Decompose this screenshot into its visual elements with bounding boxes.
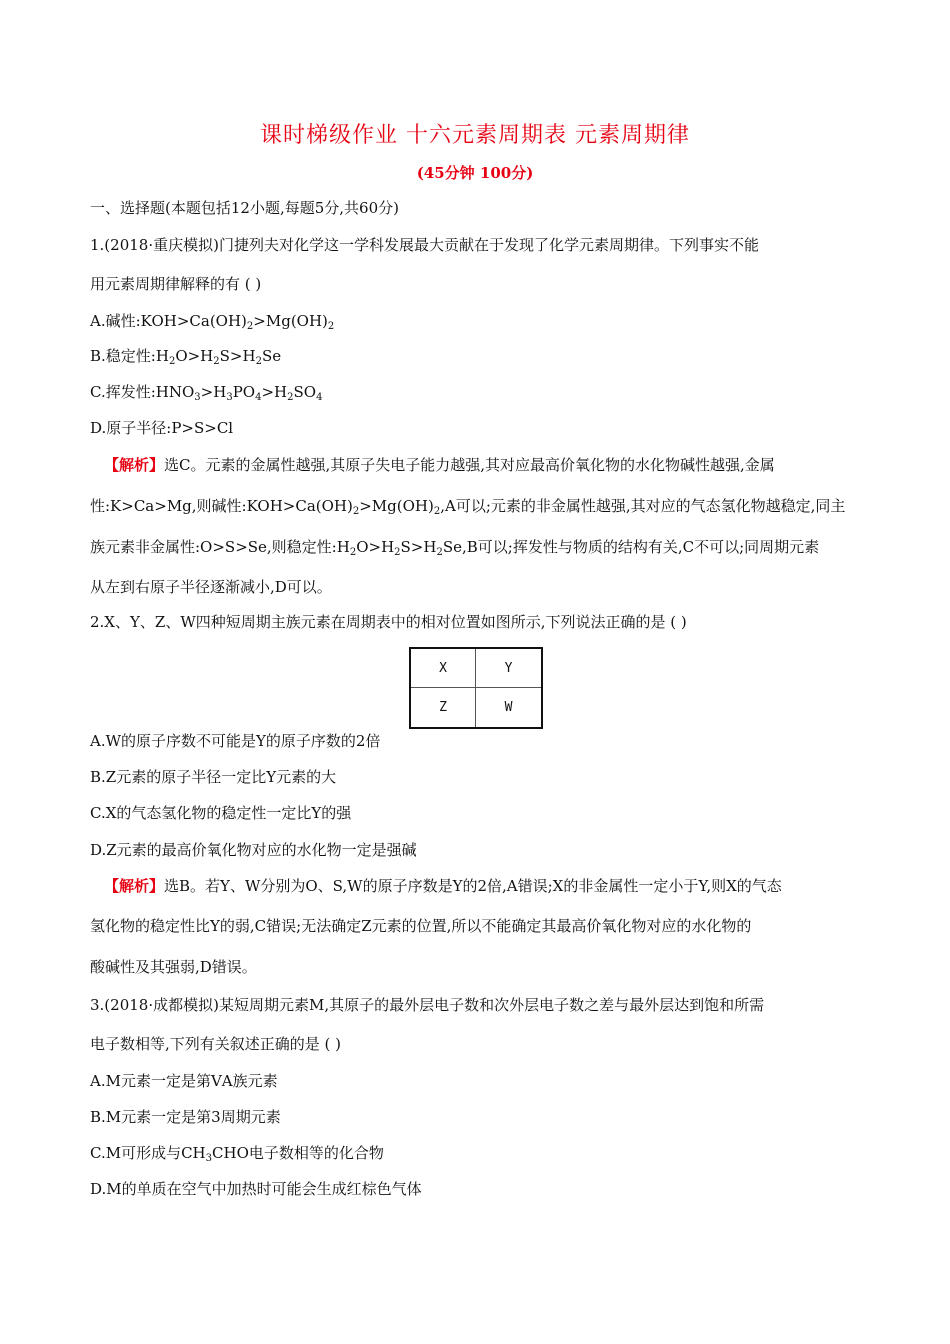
q1-answer-line2: 性:K>Ca>Mg,则碱性$:KOH>Ca(OH)_2>Mg(OH)_2,A$可以;元素的非金属性越强,其对应的气态氢化物越稳定,同主: [90, 497, 846, 517]
table-cell-w: W: [504, 700, 513, 715]
q3-option-d: D.M的单质在空气中加热时可能会生成红棕色气体: [90, 1180, 422, 1198]
table-cell-z: Z: [411, 688, 476, 727]
q1-answer-line3: 族元素非金属性:O>S>Se,则稳定性$:H_2O>H_2S>H_2Se,B$可以;挥发性与物质的结构有关,C不可以;同周期元素: [90, 538, 820, 558]
answer-tag: 【解析】: [104, 877, 165, 895]
page-subtitle: (45分钟 100分): [416, 164, 534, 182]
page-title: 课时梯级作业 十六元素周期表 元素周期律: [260, 123, 690, 148]
q2-option-c: C.X的气态氢化物的稳定性一定比Y的强: [90, 804, 352, 822]
table-cell-x: X: [411, 649, 476, 688]
q1-option-c: C.挥发性$:HNO_3>H_3PO_4>H_2SO_4$: [90, 383, 323, 403]
table-cell-y: Y: [476, 649, 541, 688]
q3-option-c: C.M可形成与$CH_3CHO$电子数相等的化合物: [90, 1144, 384, 1164]
q2-answer-line3: 酸碱性及其强弱,D错误。: [90, 958, 257, 976]
q3-stem-line1: 3.(2018·成都模拟)某短周期元素M,其原子的最外层电子数和次外层电子数之差与最外层达到饱和所需: [90, 996, 765, 1014]
q1-option-b: B.稳定性$:H_2O>H_2S>H_2Se$: [90, 347, 282, 367]
q1-stem-line1: 1.(2018·重庆模拟)门捷列夫对化学这一学科发展最大贡献在于发现了化学元素周期律。下列事实不能: [90, 236, 759, 254]
q1-answer-line4: 从左到右原子半径逐渐减小,D可以。: [90, 578, 332, 596]
q1-option-d: D.原子半径:P>S>Cl: [90, 419, 234, 437]
q2-option-a: A.W的原子序数不可能是Y的原子序数的2倍: [90, 732, 381, 750]
answer-tag: 【解析】: [104, 456, 165, 474]
q2-option-b: B.Z元素的原子半径一定比Y元素的大: [90, 768, 337, 786]
q1-option-a: A.碱性$:KOH>Ca(OH)_2>Mg(OH)_2$: [90, 312, 335, 332]
q3-option-a: A.M元素一定是第ⅤA族元素: [90, 1072, 278, 1090]
section-heading: 一、选择题(本题包括12小题,每题5分,共60分): [90, 199, 399, 217]
q2-answer-line2: 氢化物的稳定性比Y的弱,C错误;无法确定Z元素的位置,所以不能确定其最高价氧化物对应的水化物的: [90, 917, 752, 935]
periodic-position-table: [409, 647, 543, 729]
q3-stem-line2: 电子数相等,下列有关叙述正确的是 ( ): [90, 1035, 342, 1053]
q2-answer-line1: 【解析】选B。若Y、W分别为O、S,W的原子序数是Y的2倍,A错误;X的非金属性一定小于Y,则X的气态: [104, 877, 782, 895]
q2-stem: 2.X、Y、Z、W四种短周期主族元素在周期表中的相对位置如图所示,下列说法正确的是 ( ): [90, 613, 687, 631]
q2-option-d: D.Z元素的最高价氧化物对应的水化物一定是强碱: [90, 841, 417, 859]
q1-answer-line1: 【解析】选C。元素的金属性越强,其原子失电子能力越强,其对应最高价氧化物的水化物碱性越强,金属: [104, 456, 775, 474]
q3-option-b: B.M元素一定是第3周期元素: [90, 1108, 281, 1126]
q1-stem-line2: 用元素周期律解释的有 ( ): [90, 275, 262, 293]
